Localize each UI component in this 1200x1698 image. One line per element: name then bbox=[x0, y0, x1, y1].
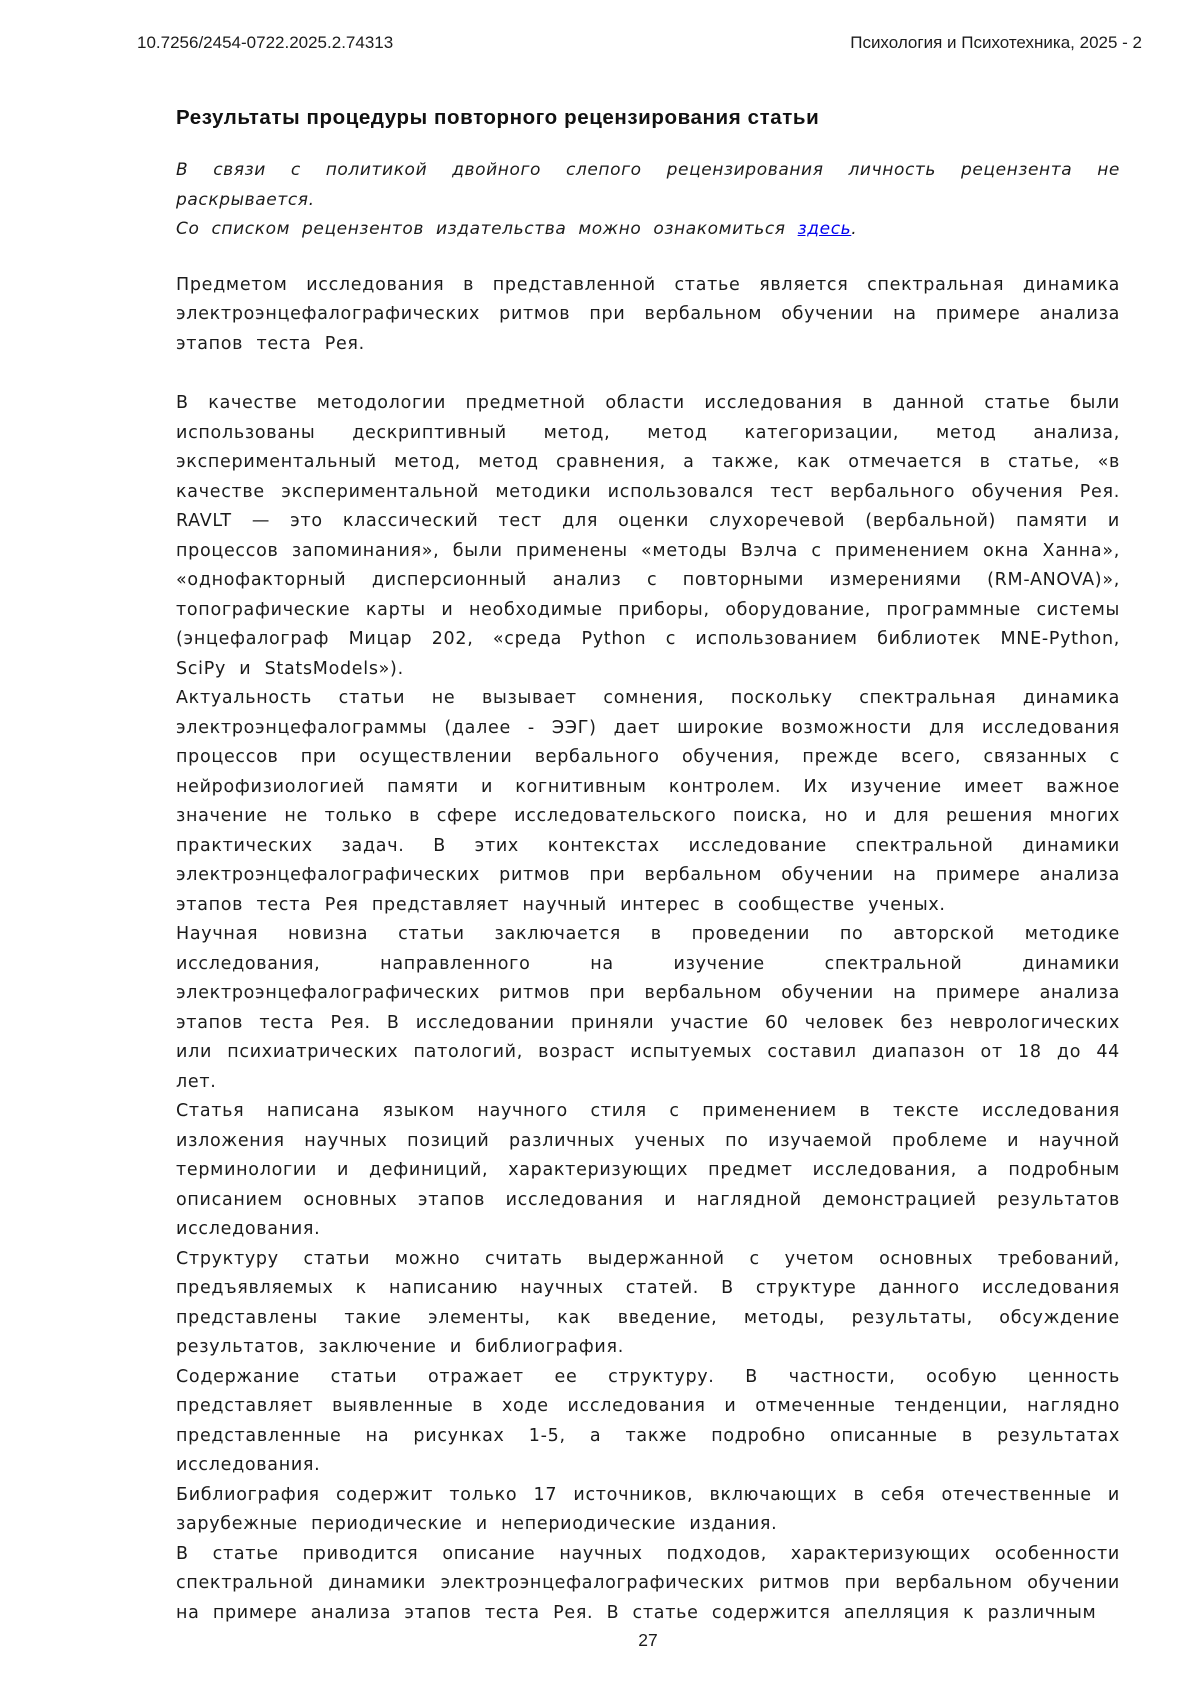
doi-text: 10.7256/2454-0722.2025.2.74313 bbox=[137, 33, 394, 52]
journal-issue-text: Психология и Психотехника, 2025 - 2 bbox=[850, 33, 1142, 52]
reviewers-link[interactable]: здесь bbox=[797, 219, 852, 239]
document-body bbox=[176, 104, 1120, 1628]
page-footer bbox=[176, 1630, 1120, 1651]
review-paragraph-novelty: Научная новизна статьи заключается в проведении по авторской методике исследования, направленного на изучение спектральной динамики электроэнцефалографических ритмов при вербальном обучении на примере анализа этапов теста Рея. В исследовании приняли участие 60 человек без неврологических или психиатрических патологий, возраст испытуемых составил диапазон от 18 до 44 лет. bbox=[176, 924, 1120, 1092]
page-number: 27 bbox=[638, 1630, 658, 1650]
review-text-block bbox=[176, 389, 1120, 1628]
page-header bbox=[137, 32, 1142, 54]
reviewers-sentence-period: . bbox=[851, 219, 858, 239]
review-paragraph-content: Содержание статьи отражает ее структуру. В частности, особую ценность представляет выявленные в ходе исследования и отмеченные тенденции, наглядно представленные на рисунках 1-5, а также подробно описанные в результатах исследования. bbox=[176, 1366, 1120, 1475]
review-paragraph-style: Статья написана языком научного стиля с применением в тексте исследования изложения научных позиций различных ученых по изучаемой проблеме и научной терминологии и дефиниций, характеризующих предмет исследования, а подробным описанием основных этапов исследования и наглядной демонстрацией результатов исследования. bbox=[176, 1101, 1120, 1239]
review-paragraph-structure: Структуру статьи можно считать выдержанной с учетом основных требований, предъявляемых к написанию научных статей. В структуре данного исследования представлены такие элементы, как введение, методы, результаты, обсуждение результатов, заключение и библиография. bbox=[176, 1248, 1120, 1357]
policy-text: В связи с политикой двойного слепого рецензирования личность рецензента не раскрывается. bbox=[176, 160, 1120, 210]
review-paragraph-bibliography: Библиография содержит только 17 источников, включающих в себя отечественные и зарубежные периодические и непериодические издания. bbox=[176, 1484, 1120, 1534]
reviewers-sentence-prefix: Со списком рецензентов издательства можно ознакомиться bbox=[176, 219, 798, 239]
double-blind-policy-note bbox=[176, 156, 1120, 245]
review-paragraph-methodology: В качестве методологии предметной области исследования в данной статье были использованы дескриптивный метод, метод категоризации, метод анализа, экспериментальный метод, метод сравнения, а также, как отмечается в статье, «в качестве экспериментальной методики использовался тест вербального обучения Рея. RAVLT — это классический тест для оценки слухоречевой (вербальной) памяти и процессов запоминания», были применены «методы Вэлча с применением окна Ханна», «однофакторный дисперсионный анализ с повторными измерениями (RM-ANOVA)», топографические карты и необходимые приборы, оборудование, программные системы (энцефалограф Мицар 202, «среда Python с использованием библиотек MNE-Python, SciPy и StatsModels»). bbox=[176, 393, 1120, 679]
subject-paragraph: Предметом исследования в представленной статье является спектральная динамика электроэнцефалографических ритмов при вербальном обучении на примере анализа этапов теста Рея. bbox=[176, 274, 1120, 354]
reviewers-list-sentence bbox=[176, 215, 1120, 245]
section-title: Результаты процедуры повторного рецензирования статьи bbox=[176, 106, 820, 129]
review-paragraph-relevance: Актуальность статьи не вызывает сомнения, поскольку спектральная динамика электроэнцефалограммы (далее - ЭЭГ) дает широкие возможности для исследования процессов при осуществлении вербального обучения, прежде всего, связанных с нейрофизиологией памяти и когнитивным контролем. Их изучение имеет важное значение не только в сфере исследовательского поиска, но и для решения многих практических задач. В этих контекстах исследование спектральной динамики электроэнцефалографических ритмов при вербальном обучении на примере анализа этапов теста Рея представляет научный интерес в сообществе ученых. bbox=[176, 688, 1120, 915]
review-paragraph-approaches: В статье приводится описание научных подходов, характеризующих особенности спектральной динамики электроэнцефалографических ритмов при вербальном обучении на примере анализа этапов теста Рея. В статье содержится апелляция к различным bbox=[176, 1543, 1120, 1623]
